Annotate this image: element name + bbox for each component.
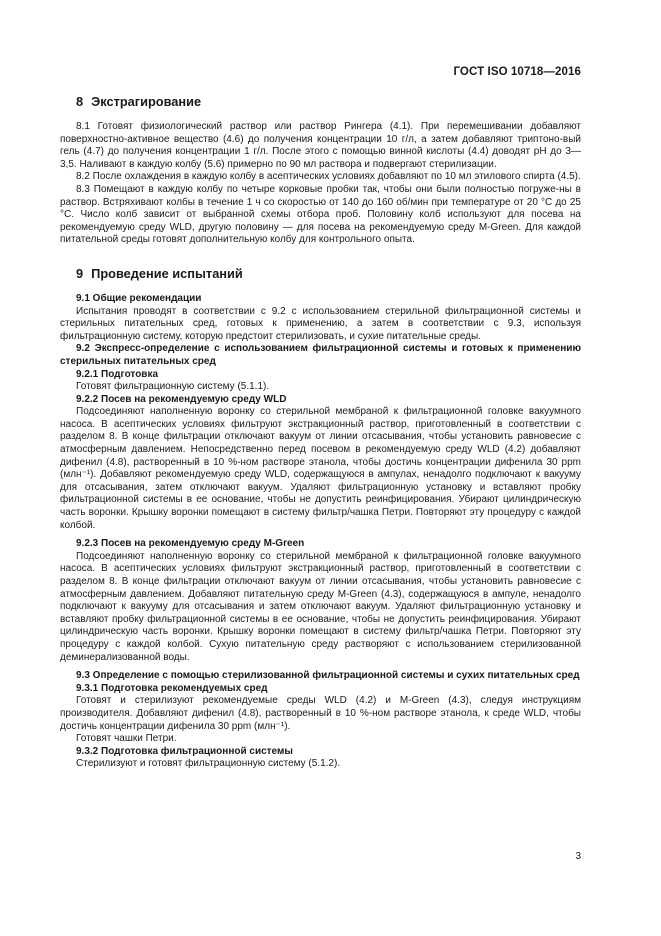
subsection-9-2-1-title: 9.2.1 Подготовка (76, 368, 159, 380)
standard-header: ГОСТ ISO 10718—2016 (453, 66, 581, 78)
paragraph-9-3-1-petri: Готовят чашки Петри. (76, 733, 177, 745)
paragraph-8-2: 8.2 После охлаждения в каждую колбу в асептических условиях добавляют по 10 мл этилового спирта (4.5). (76, 171, 581, 183)
paragraph-9-2-3: Подсоединяют наполненную воронку со стерильной мембраной к фильтрационной головке вакуумного насоса. В асептических условиях фильтруют экстракционный раствор, приготовленный в соответствии с разделом 8. В конце фильтрации отключают вакуум от линии отсасывания, чтобы установить равновесие с атмосферным давлением. Добавляют питательную среду M-Green (4.3), содержащуюся в ампуле, ненадолго подключают к вакууму для отсасывания и затем отключают вакуум. Удаляют фильтрационную установку и вставляют пробку фильтрационной системы в ее основание, чтобы не допустить реинфицирования. Убирают цилиндрическую часть воронки. Крышку воронки помещают в систему фильтр/чашка Петри. Повторяют эту процедуру с каждой колбой. Сухую питательную среду растворяют с использованием стерилизованной деминерализованной воды. (60, 550, 581, 663)
subsection-9-2-2-title: 9.2.2 Посев на рекомендуемую среду WLD (76, 393, 287, 405)
subsection-9-3-2-title: 9.3.2 Подготовка фильтрационной системы (76, 745, 293, 757)
paragraph-9-2-1: Готовят фильтрационную систему (5.1.1). (76, 381, 270, 393)
subsection-9-1-title: 9.1 Общие рекомендации (76, 292, 202, 304)
section-9-heading (76, 266, 581, 282)
subsection-9-2-3-title: 9.2.3 Посев на рекомендуемую среду M-Green (76, 538, 305, 550)
paragraph-9-3-1: Готовят и стерилизуют рекомендуемые среды WLD (4.2) и M-Green (4.3), следуя инструкциям производителя. Добавляют дифенил (4.8), растворенный в 10 %-ном растворе этанола, к среде WLD, чтобы достичь концентрации дифенила 30 ppm (млн⁻¹). (60, 695, 581, 732)
paragraph-8-3: 8.3 Помещают в каждую колбу по четыре корковые пробки так, чтобы они были полностью погруже-ны в раствор. Встряхивают колбы в течение 1 ч со скоростью от 140 до 160 об/мин при температуре от 20 °С до 25 °С. Число колб зависит от выбранной схемы отбора проб. Половину колб используют для посева на рекомендуемую среду WLD, другую половину — для посева на рекомендуемую среду M-Green. Для каждой питательной среды готовят дополнительную колбу для контрольного опыта. (60, 183, 581, 246)
paragraph-9-1: Испытания проводят в соответствии с 9.2 с использованием стерильной фильтрационной системы и стерильных питательных сред, готовых к применению, а затем в соответствии с 9.3, используя фильтрационную систему, которую предстоит стерилизовать, и сухие питательные среды. (60, 305, 581, 342)
subsection-9-2-title: 9.2 Экспресс-определение с использованием фильтрационной системы и готовых к применению стерильных питательных сред (60, 343, 581, 367)
section-8-heading (76, 94, 581, 110)
section-title: Экстрагирование (91, 94, 202, 109)
paragraph-8-1: 8.1 Готовят физиологический раствор или раствор Рингера (4.1). При перемешивании добавляют поверхностно-активное вещество (4.6) до получения концентрации 10 г/л, а затем добавляют триптоно-вый гель (4.7) до получения концентрации 1 г/л. После этого с помощью винной кислоты (4.4) доводят pH до 3—3,5. Наливают в каждую колбу (5.6) примерно по 90 мл раствора и подвергают стерилизации. (60, 121, 581, 170)
subsection-9-3-1-title: 9.3.1 Подготовка рекомендуемых сред (76, 682, 268, 694)
subsection-9-3-title: 9.3 Определение с помощью стерилизованной фильтрационной системы и сухих питательных сред (76, 670, 580, 682)
paragraph-9-3-2: Стерилизуют и готовят фильтрационную систему (5.1.2). (76, 758, 341, 770)
section-number: 8 (76, 94, 84, 109)
paragraph-9-2-2: Подсоединяют наполненную воронку со стерильной мембраной к фильтрационной головке вакуумного насоса. В асептических условиях фильтруют экстракционный раствор, приготовленный в соответствии с разделом 8. В конце фильтрации отключают вакуум от линии отсасывания, чтобы установить равновесие с атмосферным давлением. Непосредственно перед посевом в рекомендуемую среду WLD (4.2) добавляют дифенил (4.8), растворенный в 10 %-ном растворе этанола, чтобы достичь концентрации дифенила 30 ppm (млн⁻¹). Добавляют рекомендуемую среду WLD, содержащуюся в ампулах, ненадолго подключают к вакууму для отсасывания, затем отключают вакуум. Удаляют фильтрационную установку и вставляют пробку фильтрационной системы в ее основание, чтобы не допустить реинфицирования. Убирают цилиндрическую часть воронки. Крышку воронки помещают в систему фильтр/чашка Петри. Повторяют эту процедуру с каждой колбой. (60, 406, 581, 531)
section-title: Проведение испытаний (91, 265, 243, 281)
page-number: 3 (575, 851, 581, 862)
section-number: 9 (76, 265, 84, 281)
page-content (60, 90, 581, 771)
